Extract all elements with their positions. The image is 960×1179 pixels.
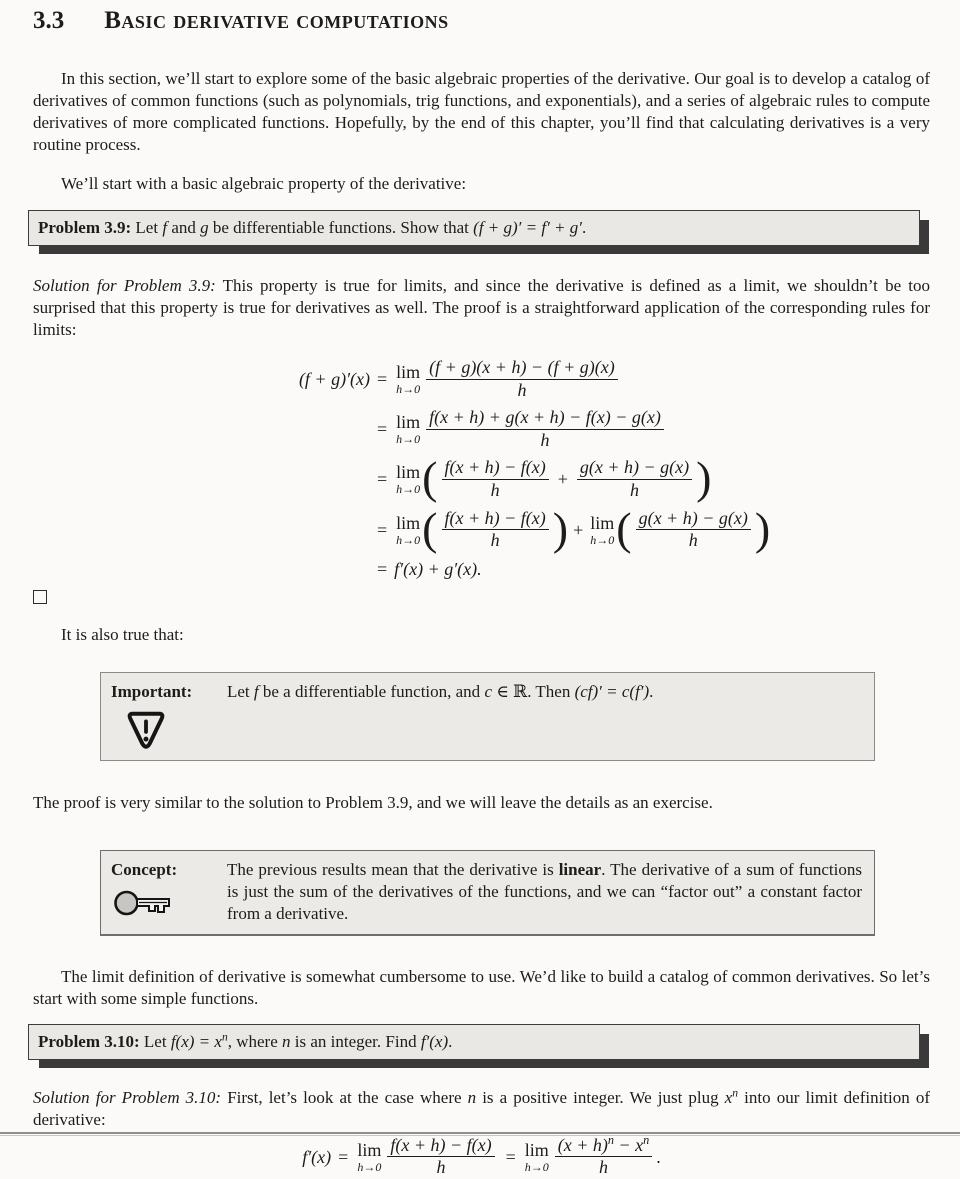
lead-in-paragraph: We’ll start with a basic algebraic property of the derivative: <box>61 174 467 193</box>
fraction: $\frac{(f + g)(x + h) - (f + g)(x)}{h}$ <box>426 357 618 401</box>
section-number: 3.3 <box>33 7 65 34</box>
problem-3-10-box <box>28 1024 920 1060</box>
page-bottom-rule <box>0 1132 960 1136</box>
fraction: $\frac{g(x + h) - g(x)}{h}$ <box>577 457 692 501</box>
limit-operator: lim h→0 <box>396 462 421 497</box>
important-box <box>100 672 875 761</box>
key-icon <box>113 887 223 919</box>
fraction: $\frac{g(x + h) - g(x)}{h}$ <box>636 508 751 552</box>
fraction: $\frac{f(x + h) - f(x)}{h}$ <box>442 457 549 501</box>
equation-line-3: = lim h→0 ( $\frac{f(x + h) - f(x)}{h}$ + $\frac{g(x + h) - g(x)}{h}$ ) <box>258 457 930 501</box>
limit-operator: lim h→0 <box>396 412 421 447</box>
limit-operator: lim h→0 <box>590 512 615 547</box>
equation-lhs: (f + g)′(x) <box>298 369 370 390</box>
equation-lhs: f′(x) <box>302 1146 332 1167</box>
solution-3-10-text: First, let’s look at the case where n is a positive integer. We just plug $x^n$ into our limit definition of derivative: <box>33 1086 930 1129</box>
equals-sign: = <box>377 369 388 390</box>
important-text: Let f be a differentiable function, and c ∈ ℝ. Then (cf)′ = c(f′). <box>227 681 654 701</box>
proof-note-paragraph: The proof is very similar to the solution to Problem 3.9, and we will leave the details as an exercise. <box>33 792 713 812</box>
period: . <box>656 1146 661 1167</box>
equals-sign: = <box>377 419 388 440</box>
power-rule-limit-equation <box>33 1132 930 1179</box>
solution-3-9-paragraph <box>33 275 930 341</box>
concept-label-column <box>111 859 223 925</box>
problem-3-9-box <box>28 210 920 246</box>
section-heading <box>33 6 930 36</box>
equals-sign: = <box>338 1146 349 1167</box>
intro-paragraph: In this section, we’ll start to explore some of the basic algebraic properties of the derivative. Our goal is to develop a catalog of derivatives of common functions (such as polynomials, trig functions, and exponentials), and a series of algebraic rules to compute derivatives of more complicated functions. Hopefully, by the end of this chapter, you’ll find that calculating derivatives is a very routine process. <box>33 69 930 154</box>
limit-operator: lim h→0 <box>396 512 421 547</box>
limit-operator: lim h→0 <box>524 1139 549 1174</box>
equation-line-4: = lim h→0 ( $\frac{f(x + h) - f(x)}{h}$ ) + lim h→0 ( $\frac{g(x + h) - g(x)}{h}$ ) <box>258 508 930 552</box>
problem-3-9-statement: Let f and g be differentiable functions. Show that (f + g)′ = f′ + g′. <box>135 218 587 237</box>
plus-sign: + <box>573 519 584 540</box>
section-title: Basic derivative computations <box>104 7 449 34</box>
equation-line-1 <box>258 357 930 401</box>
solution-3-9-text: This property is true for limits, and since the derivative is defined as a limit, we shouldn’t be too surprised that this property is true for derivatives as well. The proof is a straightforward application of the corresponding rules for limits: <box>33 276 930 339</box>
equation-result: f′(x) + g′(x). <box>394 558 482 579</box>
limit-operator: lim h→0 <box>396 362 421 397</box>
equals-sign: = <box>505 1146 516 1167</box>
solution-3-10-paragraph <box>33 1087 930 1131</box>
concept-text: The previous results mean that the derivative is linear. The derivative of a sum of functions is just the sum of the derivatives of the functions, and we can “factor out” a constant factor from a derivative. <box>227 859 862 923</box>
solution-3-9-label: Solution for Problem 3.9: <box>33 276 216 295</box>
fraction: $\frac{f(x + h) - f(x)}{h}$ <box>387 1135 494 1179</box>
exclamation-warning-icon <box>125 709 223 751</box>
derivation-equation-block <box>258 357 930 580</box>
fraction: $\frac{f(x + h) - f(x)}{h}$ <box>442 508 549 552</box>
equals-sign: = <box>377 519 388 540</box>
catalog-paragraph: The limit definition of derivative is somewhat cumbersome to use. We’d like to build a catalog of common derivatives. So let’s start with some simple functions. <box>33 966 930 1008</box>
problem-3-9-label: Problem 3.9: <box>38 218 132 237</box>
important-label: Important: <box>111 681 193 701</box>
concept-label: Concept: <box>111 859 178 879</box>
solution-3-10-label: Solution for Problem 3.10: <box>33 1087 222 1107</box>
problem-3-10-label: Problem 3.10: <box>38 1031 140 1051</box>
equals-sign: = <box>377 558 388 579</box>
plus-sign: + <box>557 469 568 490</box>
equation-line-5 <box>258 558 930 580</box>
limit-operator: lim h→0 <box>357 1139 382 1174</box>
equation-line-2 <box>258 407 930 451</box>
equals-sign: = <box>377 469 388 490</box>
also-true-paragraph: It is also true that: <box>61 624 184 644</box>
concept-box <box>100 850 875 936</box>
important-label-column <box>111 681 223 751</box>
problem-3-10-statement: Let $f(x) = x^n$, where n is an integer. Find f′(x). <box>143 1030 453 1051</box>
fraction: $\frac{(x + h)^n - x^n}{h}$ <box>555 1135 653 1179</box>
end-of-proof-icon <box>33 590 47 604</box>
fraction: $\frac{f(x + h) + g(x + h) - f(x) - g(x)}{h}$ <box>426 407 664 451</box>
